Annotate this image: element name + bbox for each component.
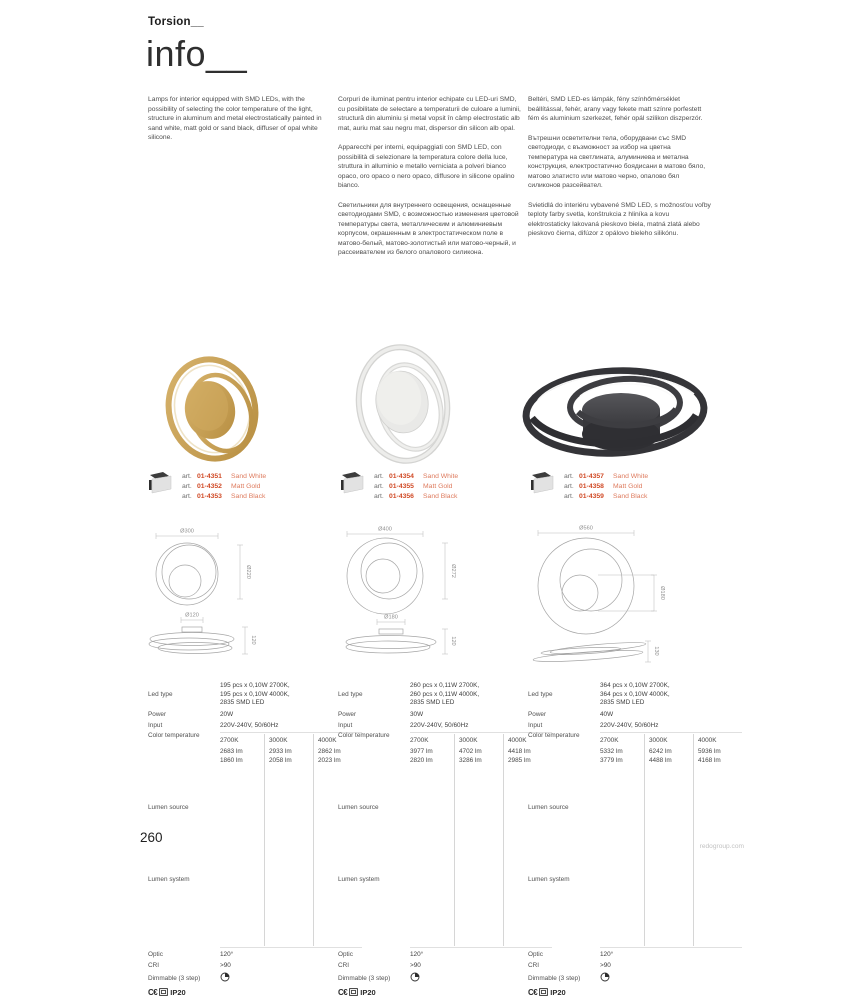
art-finish: Sand Black xyxy=(613,493,648,501)
art-finish: Sand Black xyxy=(231,493,266,501)
spec-value: 220V-240V, 50/60Hz xyxy=(220,721,279,729)
lumen-source-value: 2933 lm xyxy=(269,748,292,756)
article-row xyxy=(374,493,458,500)
spec-label: CRI xyxy=(148,961,160,969)
spec-row-input xyxy=(338,722,534,729)
dim-top-right: Ø180 xyxy=(659,586,665,600)
led-line: 260 pcs x 0,11W 4000K, xyxy=(410,690,480,698)
lumen-source-value: 5332 lm xyxy=(600,748,623,756)
art-finish: Sand White xyxy=(423,473,459,480)
spec-row-input xyxy=(528,722,724,729)
ce-mark: C€ xyxy=(148,987,158,997)
color-temp: 3000K xyxy=(459,737,478,745)
spec-label: Optic xyxy=(148,951,163,959)
description-it: Apparecchi per interni, equipaggiati con SMD LED, con possibilità di selezionare la temperatura colore della luce, struttura in alluminio e metallo verniciata a polveri bianco opaco, oro opaco o nero opaco, diffusore in silicone opalino bianco. xyxy=(338,144,515,190)
art-code: 01-4357 xyxy=(579,473,604,480)
dim-side-right: 130 xyxy=(653,646,659,656)
spec-value: 40W xyxy=(600,711,614,719)
spec-label: Led type xyxy=(148,691,173,699)
certifications xyxy=(528,988,724,997)
spec-label: Optic xyxy=(528,951,543,959)
dimmable-icon xyxy=(410,972,420,982)
dimmable-icon xyxy=(600,972,610,982)
product-photo-white xyxy=(352,342,454,466)
spec-value: >90 xyxy=(410,961,421,969)
spec-label: Optic xyxy=(338,951,353,959)
art-code: 01-4356 xyxy=(389,493,414,501)
led-line: 195 pcs x 0,10W 4000K, xyxy=(220,690,290,698)
led-line: 195 pcs x 0,10W 2700K, xyxy=(220,682,290,689)
article-row xyxy=(564,493,648,500)
art-code: 01-4351 xyxy=(197,473,222,480)
series-name: Torsion__ xyxy=(148,16,204,28)
spec-label: CRI xyxy=(528,961,540,969)
led-line: 2835 SMD LED xyxy=(410,699,455,707)
article-row xyxy=(564,483,648,490)
article-row xyxy=(374,473,458,480)
spec-value: 120° xyxy=(410,951,424,959)
art-finish: Matt Gold xyxy=(231,483,261,491)
spec-row-lumens xyxy=(528,732,724,948)
article-row xyxy=(374,483,458,490)
article-block-2 xyxy=(340,470,458,500)
spec-label: Lumen source xyxy=(528,804,569,812)
description-ru: Светильники для внутреннего освещения, оснащенные светодиодами SMD, с возможностью изменения цветовой температуры света, металлическим и алюминиевым корпусом, окрашенным в электростатическом поле в матово-белый, матово-золотистый или матово-черный, и рассеивателем из белого опалового силикона. xyxy=(338,201,519,257)
art-finish: Sand White xyxy=(231,473,267,480)
color-temp: 2700K xyxy=(600,737,619,745)
dim-top-width: Ø560 xyxy=(579,525,593,532)
color-temp: 4000K xyxy=(318,737,337,745)
art-finish: Sand White xyxy=(613,473,649,480)
spec-value: 20W xyxy=(220,711,234,719)
art-prefix: art. xyxy=(182,483,192,491)
spec-table-3 xyxy=(528,682,724,997)
spec-value: 220V-240V, 50/60Hz xyxy=(410,721,469,729)
package-icon xyxy=(530,470,557,496)
color-temp: 2700K xyxy=(220,737,239,745)
dim-side-right: 120 xyxy=(250,635,256,645)
lumen-source-value: 4702 lm xyxy=(459,748,482,756)
color-temp: 3000K xyxy=(269,737,288,745)
ip-rating: IP20 xyxy=(360,987,376,997)
spec-value: 120° xyxy=(600,951,614,959)
package-icon xyxy=(340,470,367,496)
dim-side-top: Ø120 xyxy=(185,612,199,619)
lumen-system-value: 2985 lm xyxy=(508,757,531,765)
description-column-1 xyxy=(148,95,331,153)
spec-row-optic xyxy=(148,951,344,958)
class-ii-icon xyxy=(159,988,168,996)
spec-row-power xyxy=(148,711,344,718)
spec-label: Led type xyxy=(528,691,553,699)
ce-mark: C€ xyxy=(528,987,538,997)
spec-row-led-type xyxy=(338,682,534,708)
technical-drawing-3 xyxy=(526,524,721,676)
spec-row-dimmable xyxy=(338,972,534,984)
website-url: redogroup.com xyxy=(699,843,744,850)
art-finish: Matt Gold xyxy=(613,483,643,491)
spec-value: 30W xyxy=(410,711,424,719)
spec-value: 220V-240V, 50/60Hz xyxy=(600,721,659,729)
class-ii-icon xyxy=(349,988,358,996)
certifications xyxy=(148,988,344,997)
art-prefix: art. xyxy=(564,473,574,480)
article-block-1 xyxy=(148,470,266,500)
led-line: 2835 SMD LED xyxy=(220,699,265,707)
lumen-system-value: 4168 lm xyxy=(698,757,721,765)
spec-row-cri xyxy=(528,962,724,969)
art-finish: Matt Gold xyxy=(423,483,453,491)
dim-side-top: Ø180 xyxy=(384,614,398,621)
lumen-source-value: 6242 lm xyxy=(649,748,672,756)
spec-label: Lumen system xyxy=(528,876,570,884)
art-prefix: art. xyxy=(564,493,574,501)
description-en: Lamps for interior equipped with SMD LEDs, with the possibility of selecting the color temperature of the light, structure in aluminum and metal electrostatically painted in sand white, matt gold or sand black, diffuser of opal white silicone. xyxy=(148,96,322,142)
product-photo-black xyxy=(518,360,714,464)
lumen-system-value: 3286 lm xyxy=(459,757,482,765)
spec-label: Power xyxy=(338,711,357,719)
spec-row-cri xyxy=(148,962,344,969)
spec-label: Color temperature xyxy=(148,732,200,740)
color-temp: 4000K xyxy=(508,737,527,745)
article-row xyxy=(182,483,266,490)
art-prefix: art. xyxy=(182,493,192,501)
art-code: 01-4359 xyxy=(579,493,604,501)
art-finish: Sand Black xyxy=(423,493,458,501)
article-row xyxy=(182,473,266,480)
spec-table-2 xyxy=(338,682,534,997)
art-code: 01-4355 xyxy=(389,483,414,491)
spec-row-input xyxy=(148,722,344,729)
spec-row-led-type xyxy=(528,682,724,708)
spec-row-power xyxy=(528,711,724,718)
spec-table-1 xyxy=(148,682,344,997)
top-view xyxy=(538,526,665,635)
article-row xyxy=(564,473,648,480)
art-code: 01-4353 xyxy=(197,493,222,501)
color-temp: 3000K xyxy=(649,737,668,745)
spec-row-cri xyxy=(338,962,534,969)
article-block-3 xyxy=(530,470,648,500)
spec-label: Lumen source xyxy=(338,804,379,812)
spec-value: 120° xyxy=(220,951,234,959)
spec-row-power xyxy=(338,711,534,718)
spec-label: Color temperature xyxy=(528,732,580,740)
spec-value: >90 xyxy=(600,961,611,969)
page-title: info__ xyxy=(146,33,248,74)
lumen-system-value: 3779 lm xyxy=(600,757,623,765)
spec-label: Input xyxy=(338,721,353,729)
spec-row-optic xyxy=(338,951,534,958)
spec-value: >90 xyxy=(220,961,231,969)
article-row xyxy=(182,493,266,500)
technical-drawing-2 xyxy=(333,524,528,676)
side-view xyxy=(533,640,659,663)
art-prefix: art. xyxy=(182,473,192,480)
certifications xyxy=(338,988,534,997)
package-icon xyxy=(148,470,175,496)
description-hu: Beltéri, SMD LED-es lámpák, fény színhőmérséklet beállítással, fehér, arany vagy fekete matt színre porfestett fém és aluminium szerkezet, fehér opál szilikon diszperzór. xyxy=(528,96,703,123)
description-column-2 xyxy=(338,95,521,268)
white-ring-lamp xyxy=(351,341,454,466)
lumen-system-value: 2058 lm xyxy=(269,757,292,765)
spec-label: Lumen system xyxy=(338,876,380,884)
side-view xyxy=(149,613,256,655)
spec-label: Lumen source xyxy=(148,804,189,812)
spec-label: Dimmable (3 step) xyxy=(338,974,391,982)
lumen-system-value: 2820 lm xyxy=(410,757,433,765)
gold-ring-lamp xyxy=(158,350,266,468)
lumen-system-value: 4488 lm xyxy=(649,757,672,765)
ip-rating: IP20 xyxy=(550,987,566,997)
art-code: 01-4352 xyxy=(197,483,222,491)
spec-label: Input xyxy=(148,721,163,729)
led-line: 364 pcs x 0,10W 2700K, xyxy=(600,682,670,689)
dim-side-right: 120 xyxy=(450,636,456,646)
description-sk: Svietidlá do interiéru vybavené SMD LED, s možnosťou voľby teploty farby svetla, konštrukcia z hliníka a kovu elektrostaticky lakovaná pieskovo biela, matná zlatá alebo pieskovo čierna, difúzor z opálovo bieleho silikónu. xyxy=(528,201,711,238)
art-code: 01-4354 xyxy=(389,473,414,480)
art-code: 01-4358 xyxy=(579,483,604,491)
description-bg: Вътрешни осветителни тела, оборудвани със SMD светодиоди, с възможност за избор на цветна температура на светлината, алуминиева и метална конструкция, електростатично боядисани в матово бяло, матово златисто или матово черно, опалово бял силиконов разсейвател. xyxy=(528,134,706,190)
lumen-system-value: 2023 lm xyxy=(318,757,341,765)
page-number: 260 xyxy=(140,830,163,845)
dim-top-right: Ø220 xyxy=(245,565,251,579)
color-temp: 2700K xyxy=(410,737,429,745)
dim-top-right: Ø272 xyxy=(450,564,456,578)
lumen-source-value: 2683 lm xyxy=(220,748,243,756)
art-prefix: art. xyxy=(374,473,384,480)
lumen-source-value: 2862 lm xyxy=(318,748,341,756)
top-view xyxy=(156,529,251,606)
spec-label: Color temperature xyxy=(338,732,390,740)
technical-drawing-1 xyxy=(140,524,335,676)
side-view xyxy=(346,615,456,655)
art-prefix: art. xyxy=(564,483,574,491)
dim-top-width: Ø300 xyxy=(180,528,194,535)
lumen-source-value: 4418 lm xyxy=(508,748,531,756)
spec-label: CRI xyxy=(338,961,350,969)
class-ii-icon xyxy=(539,988,548,996)
spec-label: Power xyxy=(148,711,167,719)
black-ring-lamp xyxy=(524,366,706,457)
art-prefix: art. xyxy=(374,483,384,491)
spec-label: Lumen system xyxy=(148,876,190,884)
product-photo-gold xyxy=(160,352,266,466)
spec-label: Led type xyxy=(338,691,363,699)
spec-row-dimmable xyxy=(528,972,724,984)
spec-label: Input xyxy=(528,721,543,729)
ce-mark: C€ xyxy=(338,987,348,997)
spec-row-optic xyxy=(528,951,724,958)
spec-label: Dimmable (3 step) xyxy=(528,974,581,982)
color-temp: 4000K xyxy=(698,737,717,745)
lumen-source-value: 5936 lm xyxy=(698,748,721,756)
spec-label: Dimmable (3 step) xyxy=(148,974,201,982)
lumen-system-value: 1860 lm xyxy=(220,757,243,765)
description-ro: Corpuri de iluminat pentru interior echipate cu LED-uri SMD, cu posibilitate de selectare a temperaturii de culoare a luminii, structură din aluminiu și metal vopsit în câmp electrostatic alb mat, auriu mat sau negru mat, dispersor din silicon alb opal. xyxy=(338,96,521,132)
led-line: 364 pcs x 0,10W 4000K, xyxy=(600,690,670,698)
led-line: 2835 SMD LED xyxy=(600,699,645,707)
spec-row-lumens xyxy=(148,732,344,948)
dim-top-width: Ø400 xyxy=(378,526,392,533)
description-column-3 xyxy=(528,95,711,249)
lumen-source-value: 3977 lm xyxy=(410,748,433,756)
dimmable-icon xyxy=(220,972,230,982)
spec-row-dimmable xyxy=(148,972,344,984)
spec-row-led-type xyxy=(148,682,344,708)
art-prefix: art. xyxy=(374,493,384,501)
spec-row-lumens xyxy=(338,732,534,948)
led-line: 260 pcs x 0,11W 2700K, xyxy=(410,682,480,689)
spec-label: Power xyxy=(528,711,547,719)
ip-rating: IP20 xyxy=(170,987,186,997)
lumen-grid xyxy=(600,732,742,948)
top-view xyxy=(347,527,456,615)
